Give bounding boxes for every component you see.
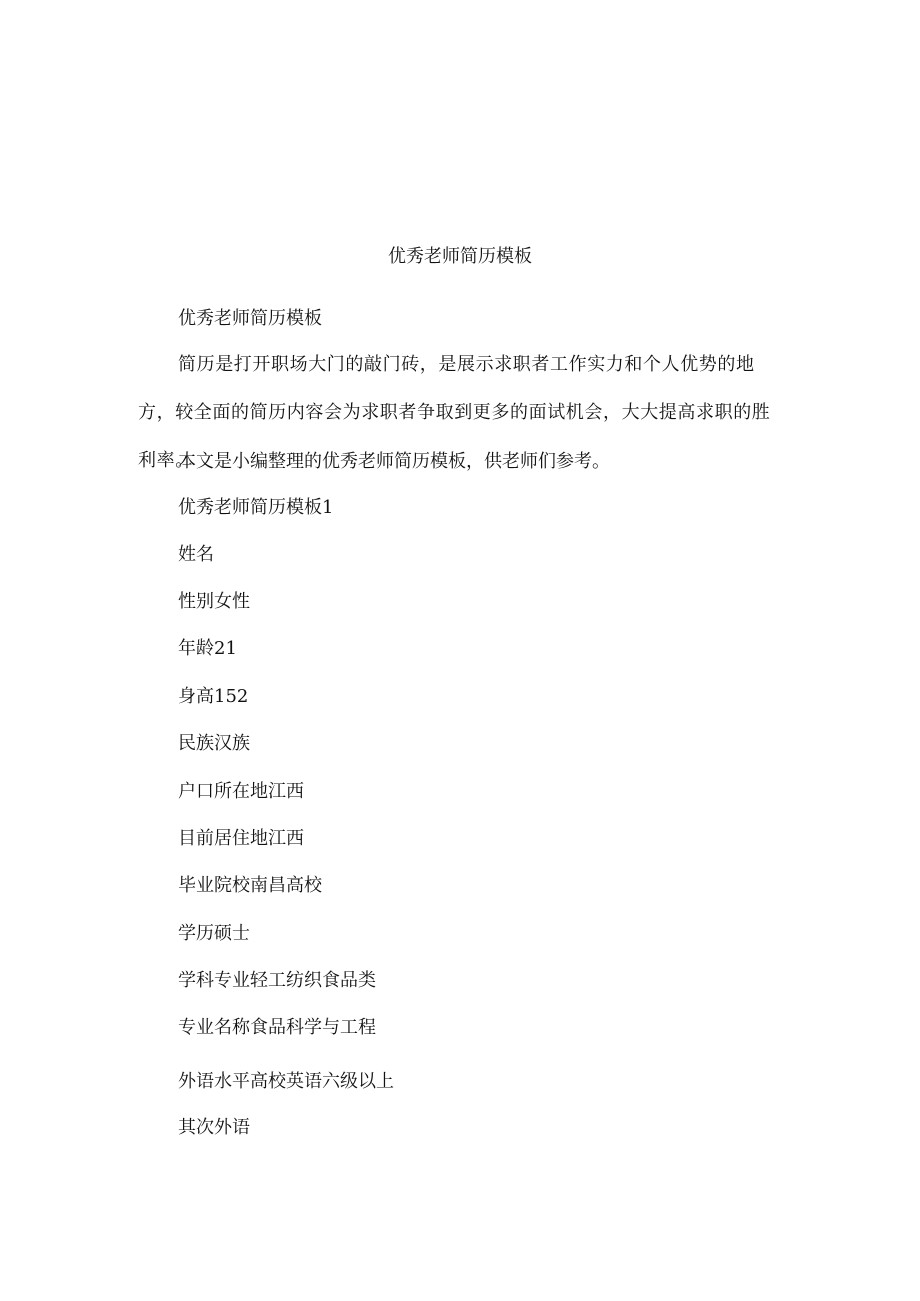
field-age: 年龄21 — [178, 638, 237, 659]
intro-paragraph: 简历是打开职场大门的敲门砖，是展示求职者工作实力和个人优势的地方，较全面的简历内容会为求职者争取到更多的面试机会，大大提高求职的胜利率。 — [138, 354, 771, 471]
document-heading: 优秀老师简历模板 — [178, 308, 322, 329]
field-gender: 性别女性 — [178, 591, 250, 612]
document-title: 优秀老师简历模板 — [388, 246, 532, 267]
field-name: 姓名 — [178, 544, 214, 565]
field-graduate-school: 毕业院校南昌高校 — [178, 875, 322, 896]
field-household-registration: 户口所在地江西 — [178, 781, 304, 802]
field-education: 学历硕士 — [178, 923, 250, 944]
field-ethnicity: 民族汉族 — [178, 733, 250, 754]
section-title: 优秀老师简历模板1 — [178, 497, 334, 518]
field-second-language: 其次外语 — [178, 1117, 250, 1138]
field-height: 身高152 — [178, 686, 249, 707]
field-discipline: 学科专业轻工纺织食品类 — [178, 970, 376, 991]
field-foreign-language: 外语水平高校英语六级以上 — [178, 1071, 394, 1092]
note-paragraph: 本文是小编整理的优秀老师简历模板，供老师们参考。 — [178, 451, 610, 472]
field-current-residence: 目前居住地江西 — [178, 828, 304, 849]
field-major: 专业名称食品科学与工程 — [178, 1017, 376, 1038]
